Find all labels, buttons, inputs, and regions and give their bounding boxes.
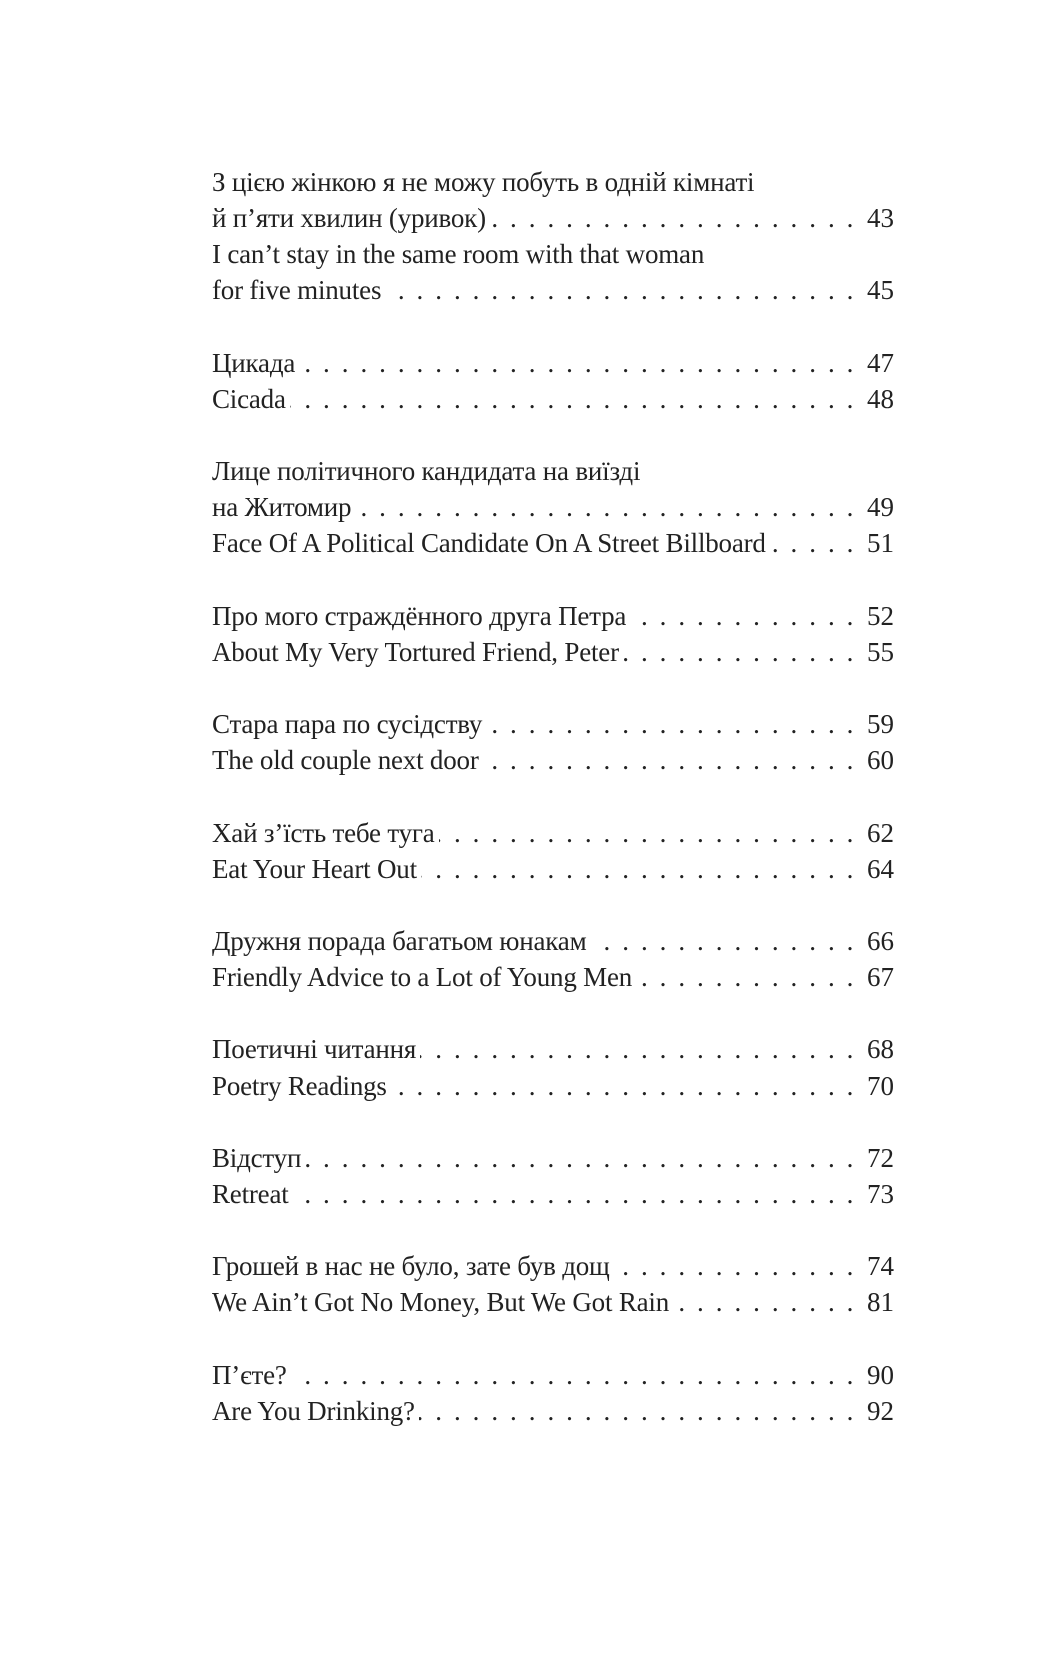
toc-title: П’єте? <box>212 1359 287 1390</box>
toc-title: Цикада <box>212 347 296 378</box>
page-number: 51 <box>867 528 894 559</box>
dot-leader <box>439 815 856 851</box>
dot-leader <box>490 200 856 236</box>
toc-title: Retreat <box>212 1178 289 1209</box>
toc-line <box>212 1393 894 1429</box>
dot-leader <box>673 1284 856 1320</box>
page-number: 81 <box>867 1287 894 1318</box>
page-number: 48 <box>867 383 894 414</box>
page-number: 74 <box>867 1251 894 1282</box>
toc-line <box>212 236 894 272</box>
toc-entry-group <box>212 1140 894 1212</box>
toc-entry-group <box>212 1248 894 1320</box>
toc-title: Face Of A Political Candidate On A Street Billboard <box>212 528 766 559</box>
toc-line <box>212 923 894 959</box>
toc-title: й п’яти хвилин (уривок) <box>212 203 486 234</box>
dot-leader <box>385 272 856 308</box>
toc-entry-group <box>212 1031 894 1103</box>
dot-leader <box>486 706 856 742</box>
toc-line <box>212 272 894 308</box>
page-number: 59 <box>867 709 894 740</box>
toc-line <box>212 634 894 670</box>
page-number: 67 <box>867 962 894 993</box>
toc-entry-group <box>212 815 894 887</box>
dot-leader <box>293 1176 856 1212</box>
toc-entry-group <box>212 345 894 417</box>
toc-title: на Житомир <box>212 492 352 523</box>
toc-entry-group <box>212 164 894 309</box>
page-number: 55 <box>867 636 894 667</box>
dot-leader <box>421 851 856 887</box>
dot-leader <box>483 742 856 778</box>
dot-leader <box>590 923 856 959</box>
toc-line <box>212 345 894 381</box>
toc-line <box>212 1248 894 1284</box>
toc-line <box>212 1284 894 1320</box>
toc-title: Відступ <box>212 1142 302 1173</box>
toc-line <box>212 453 894 489</box>
toc-line <box>212 851 894 887</box>
page-number: 70 <box>867 1070 894 1101</box>
dot-leader <box>305 1140 856 1176</box>
toc-entry-group <box>212 923 894 995</box>
dot-leader <box>623 634 856 670</box>
toc-title: Стара пара по сусідству <box>212 709 483 740</box>
toc-title: Лице політичного кандидата на виїзді <box>212 456 641 487</box>
page-number: 60 <box>867 745 894 776</box>
dot-leader <box>636 959 856 995</box>
page-number: 45 <box>867 275 894 306</box>
page-number: 47 <box>867 347 894 378</box>
dot-leader <box>614 1248 856 1284</box>
page-number: 49 <box>867 492 894 523</box>
dot-leader <box>770 525 856 561</box>
page-number: 68 <box>867 1034 894 1065</box>
dot-leader <box>630 598 856 634</box>
toc-title: About My Very Tortured Friend, Peter <box>212 636 619 667</box>
dot-leader <box>419 1393 856 1429</box>
toc-line <box>212 489 894 525</box>
toc-title: The old couple next door <box>212 745 479 776</box>
dot-leader <box>299 345 856 381</box>
toc-title: for five minutes <box>212 275 382 306</box>
table-of-contents <box>212 164 894 1465</box>
page-number: 43 <box>867 203 894 234</box>
toc-line <box>212 815 894 851</box>
toc-line <box>212 706 894 742</box>
toc-line <box>212 164 894 200</box>
page-number: 52 <box>867 600 894 631</box>
toc-line <box>212 959 894 995</box>
page-number: 90 <box>867 1359 894 1390</box>
toc-line <box>212 1068 894 1104</box>
page-number: 62 <box>867 817 894 848</box>
toc-title: Poetry Readings <box>212 1070 387 1101</box>
toc-title: Дружня порада багатьом юнакам <box>212 925 587 956</box>
toc-title: Friendly Advice to a Lot of Young Men <box>212 962 633 993</box>
toc-line <box>212 525 894 561</box>
toc-title: З цією жінкою я не можу побуть в одній кімнаті <box>212 167 755 197</box>
toc-entry-group <box>212 598 894 670</box>
toc-title: I can’t stay in the same room with that woman <box>212 239 705 270</box>
toc-title: Грошей в нас не було, зате був дощ <box>212 1251 610 1282</box>
toc-line <box>212 598 894 634</box>
toc-line <box>212 1176 894 1212</box>
page-number: 64 <box>867 853 894 884</box>
dot-leader <box>420 1031 856 1067</box>
toc-title: Поетичні читання <box>212 1034 417 1065</box>
dot-leader <box>355 489 856 525</box>
dot-leader <box>290 381 856 417</box>
dot-leader <box>291 1357 856 1393</box>
page-number: 73 <box>867 1178 894 1209</box>
toc-title: Are You Drinking? <box>212 1395 415 1426</box>
toc-title: We Ain’t Got No Money, But We Got Rain <box>212 1287 670 1318</box>
toc-line <box>212 1140 894 1176</box>
toc-line <box>212 200 894 236</box>
toc-title: Eat Your Heart Out <box>212 853 417 884</box>
page-number: 66 <box>867 925 894 956</box>
toc-line <box>212 742 894 778</box>
toc-title: Хай з’їсть тебе туга <box>212 817 435 848</box>
dot-leader <box>391 1068 856 1104</box>
toc-entry-group <box>212 453 894 561</box>
toc-title: Cicada <box>212 383 286 414</box>
toc-entry-group <box>212 1357 894 1429</box>
page-number: 72 <box>867 1142 894 1173</box>
toc-line <box>212 1357 894 1393</box>
toc-title: Про мого страждённого друга Петра <box>212 600 627 631</box>
toc-entry-group <box>212 706 894 778</box>
toc-line <box>212 381 894 417</box>
page-number: 92 <box>867 1395 894 1426</box>
toc-line <box>212 1031 894 1067</box>
